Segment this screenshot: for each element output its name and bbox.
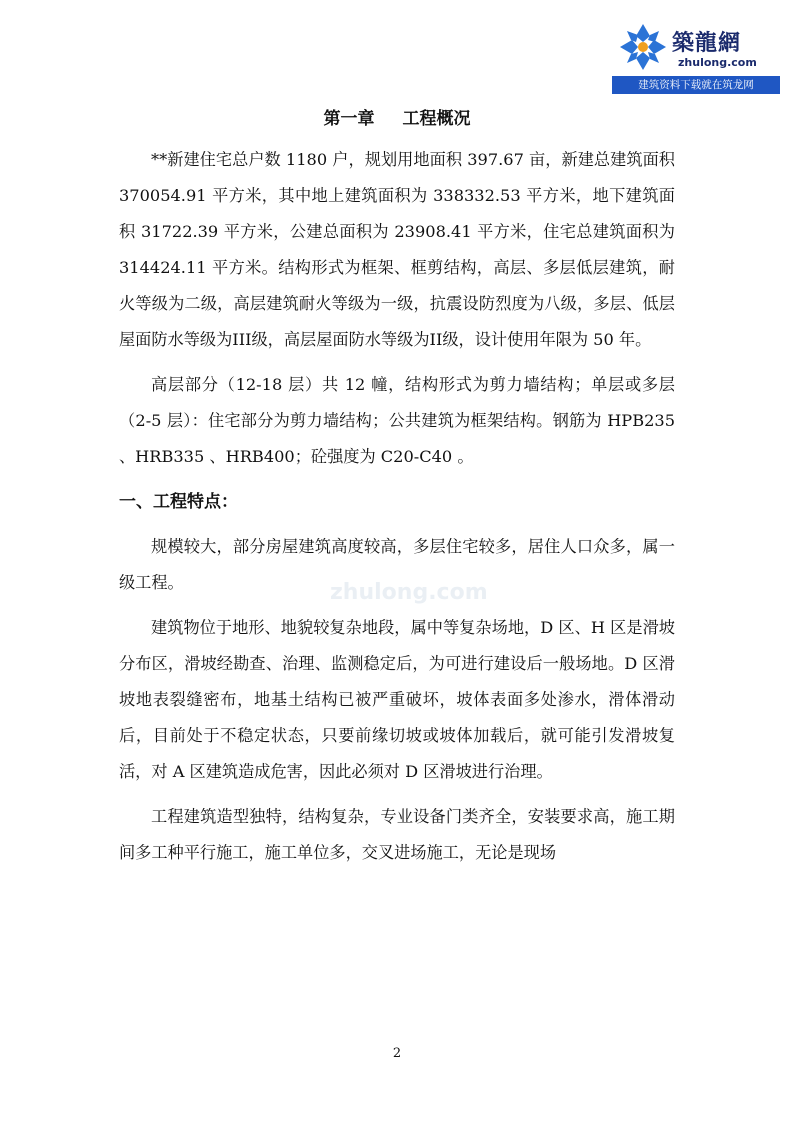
paragraph-site: 建筑物位于地形、地貌较复杂地段，属中等复杂场地，D 区、H 区是滑坡分布区，滑坡经勘查、治理、监测稳定后，为可进行建设后一般场地。D 区滑坡地表裂缝密布，地基土结构已被严重破坏，坡体表面多处渗水，滑体滑动后，目前处于不稳定状态，只要前缘切坡或坡体加载后，就可能引发滑坡复活，对 A 区建筑造成危害，因此必须对 D 区滑坡进行治理。 — [119, 618, 675, 781]
logo-brand: 築龍網 — [672, 31, 742, 56]
logo-site: zhulong.com — [678, 56, 757, 69]
paragraph-scale: 规模较大，部分房屋建筑高度较高，多层住宅较多，居住人口众多，属一级工程。 — [119, 537, 675, 592]
zhulong-logo-icon — [618, 22, 668, 72]
logo-banner: 建筑资料下载就在筑龙网 — [612, 76, 780, 94]
paragraph-structure: 高层部分（12-18 层）共 12 幢，结构形式为剪力墙结构；单层或多层（2-5 层）：住宅部分为剪力墙结构；公共建筑为框架结构。钢筋为 HPB235 、HRB335 、HRB400；砼强度为 C20-C40 。 — [119, 375, 675, 466]
chapter-number: 第一章 — [323, 109, 375, 129]
page-number: 2 — [392, 1046, 402, 1061]
chapter-name: 工程概况 — [402, 109, 471, 129]
zhulong-logo — [612, 16, 780, 96]
paragraph-design: 工程建筑造型独特，结构复杂，专业设备门类齐全，安装要求高，施工期间多工种平行施工，施工单位多，交叉进场施工，无论是现场 — [119, 807, 675, 862]
section-heading: 一、工程特点： — [119, 492, 238, 512]
document-body — [119, 142, 675, 880]
chapter-title — [0, 104, 794, 129]
paragraph-overview: **新建住宅总户数 1180 户，规划用地面积 397.67 亩，新建总建筑面积 370054.91 平方米，其中地上建筑面积为 338332.53 平方米，地下建筑面积 31722.39 平方米，公建总面积为 23908.41 平方米，住宅总建筑面积为 314424.11 平方米。结构形式为框架、框剪结构，高层、多层低层建筑，耐火等级为二级，高层建筑耐火等级为一级，抗震设防烈度为八级，多层、低层屋面防水等级为III级，高层屋面防水等级为II级，设计使用年限为 50 年。 — [119, 150, 675, 349]
watermark: zhulong.com — [330, 580, 488, 605]
